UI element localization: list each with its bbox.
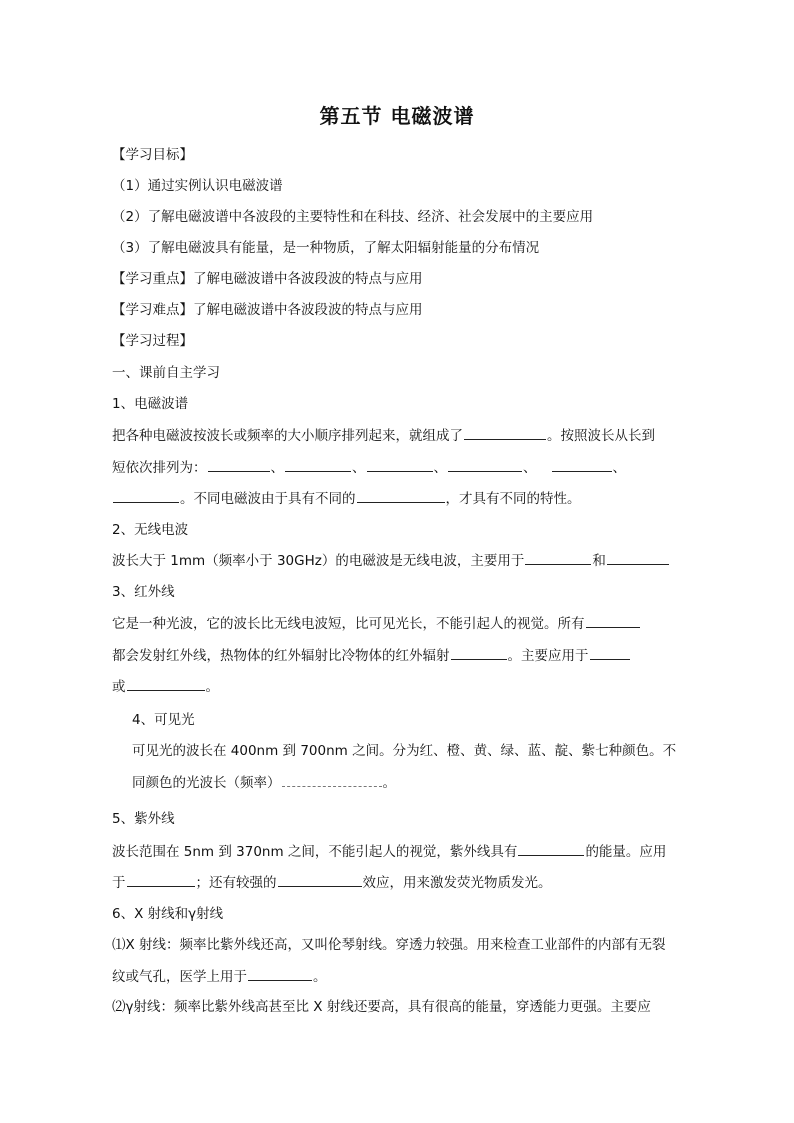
- text-segment: 。: [382, 775, 396, 791]
- paragraph-line: [112, 966, 327, 987]
- text-segment: 或: [112, 679, 126, 695]
- fill-in-blank[interactable]: [464, 425, 546, 440]
- fill-in-blank[interactable]: [248, 966, 312, 981]
- paragraph-line: [112, 425, 655, 446]
- text-segment: 、: [270, 460, 284, 476]
- paragraph-line: [112, 550, 670, 571]
- paragraph-line: [112, 645, 631, 666]
- section-heading-process: 【学习过程】: [112, 333, 193, 349]
- paragraph-line: [112, 676, 219, 697]
- paragraph-line: ⑴X 射线：频率比紫外线还高，又叫伦琴射线。穿透力较强。用来检查工业部件的内部有无裂: [112, 937, 666, 953]
- paragraph-line: [112, 613, 641, 634]
- objective-2: （2）了解电磁波谱中各波段的主要特性和在科技、经济、社会发展中的主要应用: [112, 209, 594, 225]
- text-segment: 。按照波长从长到: [547, 428, 655, 444]
- paragraph-line: ⑵γ射线：频率比紫外线高甚至比 X 射线还要高，具有很高的能量，穿透能力更强。主要应: [112, 999, 651, 1015]
- section-heading-objectives: 【学习目标】: [112, 147, 193, 163]
- text-segment: 。: [205, 679, 219, 695]
- text-segment: 和: [592, 553, 606, 569]
- fill-in-blank[interactable]: [127, 872, 195, 887]
- text-segment: 它是一种光波，它的波长比无线电波短，比可见光长，不能引起人的视觉。所有: [112, 616, 585, 632]
- fill-in-blank[interactable]: [586, 613, 640, 628]
- fill-in-blank[interactable]: [208, 457, 270, 472]
- text-segment: 、: [612, 460, 626, 476]
- objective-1: （1）通过实例认识电磁波谱: [112, 178, 283, 194]
- fill-in-blank[interactable]: [282, 772, 382, 787]
- text-segment: 、: [523, 460, 537, 476]
- paragraph-line: [112, 457, 626, 478]
- heading-em-spectrum: 1、电磁波谱: [112, 396, 189, 412]
- fill-in-blank[interactable]: [525, 550, 591, 565]
- fill-in-blank[interactable]: [607, 550, 669, 565]
- text-segment: 于: [112, 875, 126, 891]
- text-segment: 。不同电磁波由于具有不同的: [180, 491, 356, 507]
- text-segment: 波长范围在 5nm 到 370nm 之间，不能引起人的视觉，紫外线具有: [112, 844, 518, 860]
- heading-visible-light: 4、可见光: [132, 712, 195, 728]
- objective-3: （3）了解电磁波具有能量，是一种物质，了解太阳辐射能量的分布情况: [112, 240, 540, 256]
- fill-in-blank[interactable]: [285, 457, 351, 472]
- heading-ultraviolet: 5、紫外线: [112, 811, 175, 827]
- fill-in-blank[interactable]: [367, 457, 433, 472]
- fill-in-blank[interactable]: [127, 676, 205, 691]
- paragraph-line: 可见光的波长在 400nm 到 700nm 之间。分为红、橙、黄、绿、蓝、靛、紫七种颜色。不: [132, 743, 677, 759]
- part-heading-self-study: 一、课前自主学习: [112, 365, 220, 381]
- text-segment: ，才具有不同的特性。: [445, 491, 581, 507]
- paragraph-line: [132, 772, 396, 793]
- text-segment: ；还有较强的: [195, 875, 277, 891]
- heading-infrared: 3、红外线: [112, 584, 175, 600]
- text-segment: 短依次排列为：: [112, 460, 207, 476]
- page-title: 第五节 电磁波谱: [319, 104, 475, 128]
- fill-in-blank[interactable]: [113, 488, 179, 503]
- text-segment: 都会发射红外线，热物体的红外辐射比冷物体的红外辐射: [112, 648, 450, 664]
- text-segment: 同颜色的光波长（频率）: [132, 775, 281, 791]
- fill-in-blank[interactable]: [590, 645, 630, 660]
- paragraph-line: [112, 488, 581, 509]
- text-segment: 效应，用来激发荧光物质发光。: [362, 875, 552, 891]
- fill-in-blank[interactable]: [357, 488, 445, 503]
- text-segment: 、: [352, 460, 366, 476]
- text-segment: 。主要应用于: [507, 648, 589, 664]
- heading-xray-gamma: 6、X 射线和γ射线: [112, 906, 224, 922]
- text-segment: 、: [433, 460, 447, 476]
- fill-in-blank[interactable]: [552, 457, 612, 472]
- fill-in-blank[interactable]: [278, 872, 362, 887]
- text-segment: 把各种电磁波按波长或频率的大小顺序排列起来，就组成了: [112, 428, 463, 444]
- heading-radio-waves: 2、无线电波: [112, 522, 189, 538]
- paragraph-line: [112, 872, 552, 893]
- text-segment: 纹或气孔，医学上用于: [112, 969, 247, 985]
- paragraph-line: [112, 841, 666, 862]
- fill-in-blank[interactable]: [451, 645, 507, 660]
- fill-in-blank[interactable]: [518, 841, 584, 856]
- text-segment: 。: [313, 969, 327, 985]
- key-point: 【学习重点】了解电磁波谱中各波段波的特点与应用: [112, 271, 423, 287]
- text-segment: 的能量。应用: [585, 844, 667, 860]
- fill-in-blank[interactable]: [448, 457, 522, 472]
- difficult-point: 【学习难点】了解电磁波谱中各波段波的特点与应用: [112, 302, 423, 318]
- text-segment: 波长大于 1mm（频率小于 30GHz）的电磁波是无线电波，主要用于: [112, 553, 525, 569]
